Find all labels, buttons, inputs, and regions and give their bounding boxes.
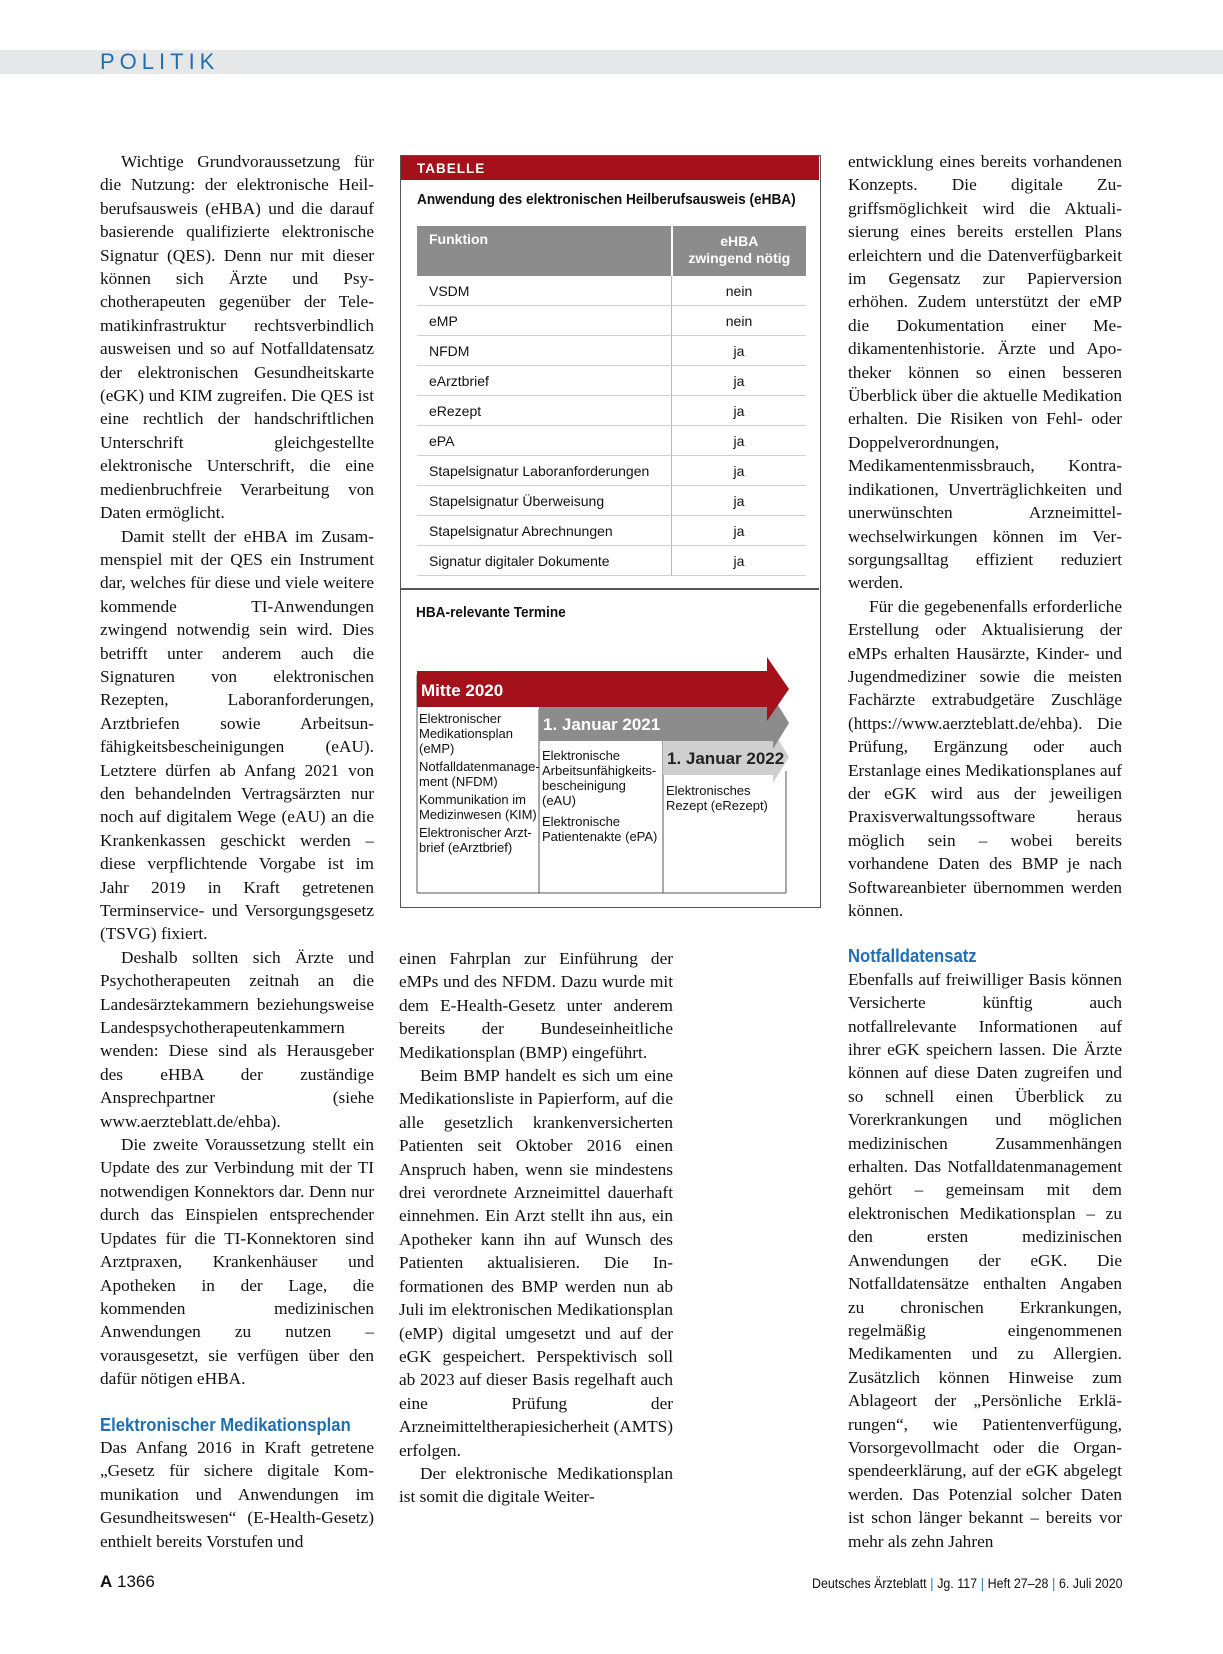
phase-label-2: 1. Januar 2021	[543, 715, 661, 734]
table-row	[417, 546, 806, 576]
cell-funktion: VSDM	[417, 276, 672, 306]
phase-items-3	[666, 783, 784, 813]
table-row	[417, 276, 806, 306]
cell-funktion: Stapelsignatur Laboranforderungen	[417, 456, 672, 486]
cell-ehba: ja	[672, 456, 807, 486]
cell-ehba: ja	[672, 426, 807, 456]
table-row	[417, 426, 806, 456]
table-row	[417, 396, 806, 426]
separator: |	[1052, 1576, 1056, 1591]
separator: |	[981, 1576, 985, 1591]
journal-issue: Heft 27–28	[988, 1576, 1049, 1591]
phase-items-1	[419, 711, 540, 855]
paragraph: Ebenfalls auf freiwilliger Basis können Versicherte künftig auch notfallrelevante Informationen auf ihrer eGK speichern lassen. Die Ärzte können auf diese Daten zugreifen und so schnell einen Überblick zu Vorerkrankungen und möglichen medizinischen Zusammenhängen erhalten. Das Notfalldatenmanagement gehört – gemeinsam mit dem elektronischen Medikationsplan – zu den ersten medizinischen Anwendungen der eGK. Die Notfalldatensätze enthalten Angaben zu chronischen Erkrankungen, regelmäßig eingenommenen Medikamenten und zu Allergien. Zusätzlich können Hinweise zum Ablageort der „Persönliche Erklärungen“, wie Patientenverfügung, Vorsorgevollmacht oder die Organspendeerklärung, auf der eGK abgelegt werden. Das Potenzial solcher Daten ist schon länger bekannt – bereits vor mehr als zehn Jahren	[848, 969, 1122, 1551]
table-divider	[401, 588, 819, 590]
paragraph: Beim BMP handelt es sich um eine Medikationsliste in Papierform, auf die alle gesetzlich krankenversicherten Patienten seit Oktober 2016 einen Anspruch haben, wenn sie mindestens drei verordnete Arzneimittel dauerhaft einnehmen. Ein Arzt stellt ihn aus, ein Apotheker kann ihn auf Wunsch des Patienten aktualisieren. Die Informationen des BMP werden nun ab Juli im elektronischen Medikationsplan (eMP) digital umgesetzt und auf der eGK gespeichert. Perspektivisch soll ab 2023 auf dieser Basis regelhaft auch eine Prüfung der Arzneimitteltherapiesicherheit (AMTS) erfolgen.	[399, 1066, 674, 1460]
table-header-row	[417, 226, 806, 276]
cell-funktion: Stapelsignatur Überweisung	[417, 486, 672, 516]
cell-funktion: Stapelsignatur Abrechnungen	[417, 516, 672, 546]
cell-ehba: ja	[672, 546, 807, 576]
column-right	[848, 150, 1122, 1553]
phase-item: Elektronischer Arztbrief (eArztbrief)	[419, 825, 532, 855]
cell-funktion: Signatur digitaler Dokumente	[417, 546, 672, 576]
header-ehba-line2: zwingend nötig	[688, 250, 791, 266]
header-ehba	[672, 226, 807, 276]
paragraph: einen Fahrplan zur Einführung der eMPs und des NFDM. Dazu wurde mit dem E-Health-Gesetz unter anderem bereits der Bundeseinheitliche Medikationsplan (BMP) eingeführt.	[399, 949, 673, 1062]
timeline-diagram	[401, 621, 819, 906]
page-number-value: 1366	[117, 1572, 155, 1591]
cell-ehba: nein	[672, 306, 807, 336]
function-table	[417, 226, 806, 576]
subheading: Notfalldatensatz	[848, 945, 977, 967]
separator: |	[930, 1576, 934, 1591]
column-left	[100, 150, 374, 1553]
journal-info	[812, 1576, 1123, 1591]
cell-funktion: ePA	[417, 426, 672, 456]
journal-name: Deutsches Ärzteblatt	[812, 1576, 928, 1591]
table-row	[417, 486, 806, 516]
subheading: Elektronischer Medikationsplan	[100, 1413, 351, 1435]
journal-date: 6. Juli 2020	[1059, 1576, 1123, 1591]
cell-ehba: ja	[672, 366, 807, 396]
phase-item: Elektronische Patientenakte (ePA)	[542, 814, 658, 844]
phase-label-1: Mitte 2020	[421, 681, 504, 700]
table-row	[417, 366, 806, 396]
cell-funktion: eRezept	[417, 396, 672, 426]
paragraph: Die zweite Voraussetzung stellt ein Update des zur Verbindung mit der TI notwendigen Konnektors dar. Denn nur durch das Einspielen entsprechender Updates für die TI-Konnektoren sind Arztpraxen, Krankenhäuser und Apotheken in der Lage, die kommenden medizinischen Anwendungen zu nutzen – vorausgesetzt, sie verfügen über den dafür nötigen eHBA.	[100, 1135, 374, 1389]
phase-items-2	[542, 748, 662, 844]
section-label: POLITIK	[100, 49, 220, 74]
paragraph: Wichtige Grundvoraussetzung für die Nutzung: der elektronische Heilberufsausweis (eHBA) und die darauf basierende qualifizierte elektronische Signatur (QES). Denn nur mit dieser können sich Ärzte und Psychotherapeuten gegenüber der Telematikinfrastruktur rechtsverbindlich ausweisen und so auf Notfalldatensatz der elektronischen Gesundheitskarte (eGK) und KIM zugreifen. Die QES ist eine rechtlich der handschriftlichen Unterschrift gleichgestellte elektronische Unterschrift, die eine medienbruchfreie Verarbeitung von Daten ermöglicht.	[100, 152, 374, 523]
table-label: TABELLE	[401, 156, 819, 180]
table-row	[417, 306, 806, 336]
table-row	[417, 516, 806, 546]
phase-item: Elektronische Arbeitsunfähigkeitsbescheinigung (eAU)	[542, 748, 657, 808]
table-title: Anwendung des elektronischen Heilberufsausweis (eHBA)	[417, 192, 796, 208]
cell-ehba: ja	[672, 516, 807, 546]
table-box	[400, 155, 821, 908]
paragraph: Für die gegebenenfalls erforderliche Erstellung oder Aktualisierung der eMPs erhalten Hausärzte, Kinder- und Jugendmediziner sowie die meisten Fachärzte extrabudgetäre Zuschläge (https://www.aerzteblatt.de/ehba). Die Prüfung, Ergänzung oder auch Erstanlage eines Medikationsplanes auf der eGK wird aus der jeweiligen Praxisverwaltungssoftware heraus möglich sein – wobei bereits vorhandene Daten des BMP je nach Softwareanbieter übernommen werden können.	[848, 596, 1123, 920]
cell-funktion: NFDM	[417, 336, 672, 366]
page-prefix: A	[100, 1572, 113, 1591]
timeline-title: HBA-relevante Termine	[416, 605, 566, 621]
paragraph: Das Anfang 2016 in Kraft getretene „Gesetz für sichere digitale Kommunikation und Anwendungen im Gesundheitswesen“ (E-Health-Gesetz) enthielt bereits Vorstufen und	[100, 1437, 374, 1551]
journal-volume: Jg. 117	[937, 1576, 978, 1591]
table-row	[417, 336, 806, 366]
cell-ehba: ja	[672, 396, 807, 426]
table-row	[417, 456, 806, 486]
paragraph: Damit stellt der eHBA im Zusammenspiel mit der QES ein Instrument dar, welches für diese und viele weitere kommende TI-Anwendungen zwingend notwendig sein wird. Dies betrifft unter anderem auch die Signaturen von elektronischen Rezepten, Laboranforderungen, Arztbriefen sowie Arbeitsunfähigkeitsbescheinigungen (eAU). Letztere dürfen ab Anfang 2021 von den behandelnden Vertragsärzten nur noch auf digitalem Wege (eAU) an die Krankenkassen geschickt werden – diese verpflichtende Vorgabe ist im Jahr 2019 in Kraft getretenen Terminservice- und Versorgungsgesetz (TSVG) fixiert.	[100, 526, 374, 944]
phase-item: Notfalldatenmanagement (NFDM)	[419, 759, 540, 789]
page-number	[100, 1572, 155, 1592]
paragraph: entwicklung eines bereits vorhandenen Konzepts. Die digitale Zugriffsmöglichkeit wird die Aktualisierung eines bereits erstellen Plans erleichtern und die Datenverfügbarkeit im Gegensatz zur Papierversion erhöhen. Zudem unterstützt der eMP die Dokumentation einer Medikamentenhistorie. Ärzte und Apotheker können so einen besseren Überblick über die aktuelle Medikation erhalten. Die Risiken von Fehl- oder Doppelverordnungen, Medikamentenmissbrauch, Kontraindikationen, Unverträglichkeiten und unerwünschten Arzneimittelwechselwirkungen können im Versorgungsalltag effizient reduziert werden.	[848, 152, 1122, 593]
cell-ehba: ja	[672, 336, 807, 366]
phase-item: Kommunikation im Medizinwesen (KIM)	[419, 792, 537, 822]
column-middle	[399, 947, 673, 1509]
cell-ehba: ja	[672, 486, 807, 516]
header-ehba-line1: eHBA	[720, 233, 759, 249]
cell-funktion: eMP	[417, 306, 672, 336]
cell-ehba: nein	[672, 276, 807, 306]
cell-funktion: eArztbrief	[417, 366, 672, 396]
header-funktion: Funktion	[417, 226, 672, 276]
paragraph: Deshalb sollten sich Ärzte und Psychotherapeuten zeitnah an die Landesärztekammern beziehungsweise Landespsychotherapeutenkammern wenden: Diese sind als Herausgeber des eHBA der zuständige Ansprechpartner (siehe www.aerzteblatt.de/ehba).	[100, 947, 374, 1131]
phase-item: Elektronisches Rezept (eRezept)	[666, 783, 768, 813]
phase-label-3: 1. Januar 2022	[667, 749, 785, 768]
paragraph: Der elektronische Medikationsplan ist somit die digitale Weiter-	[399, 1463, 673, 1507]
phase-item: Elektronischer Medikationsplan (eMP)	[419, 711, 513, 756]
